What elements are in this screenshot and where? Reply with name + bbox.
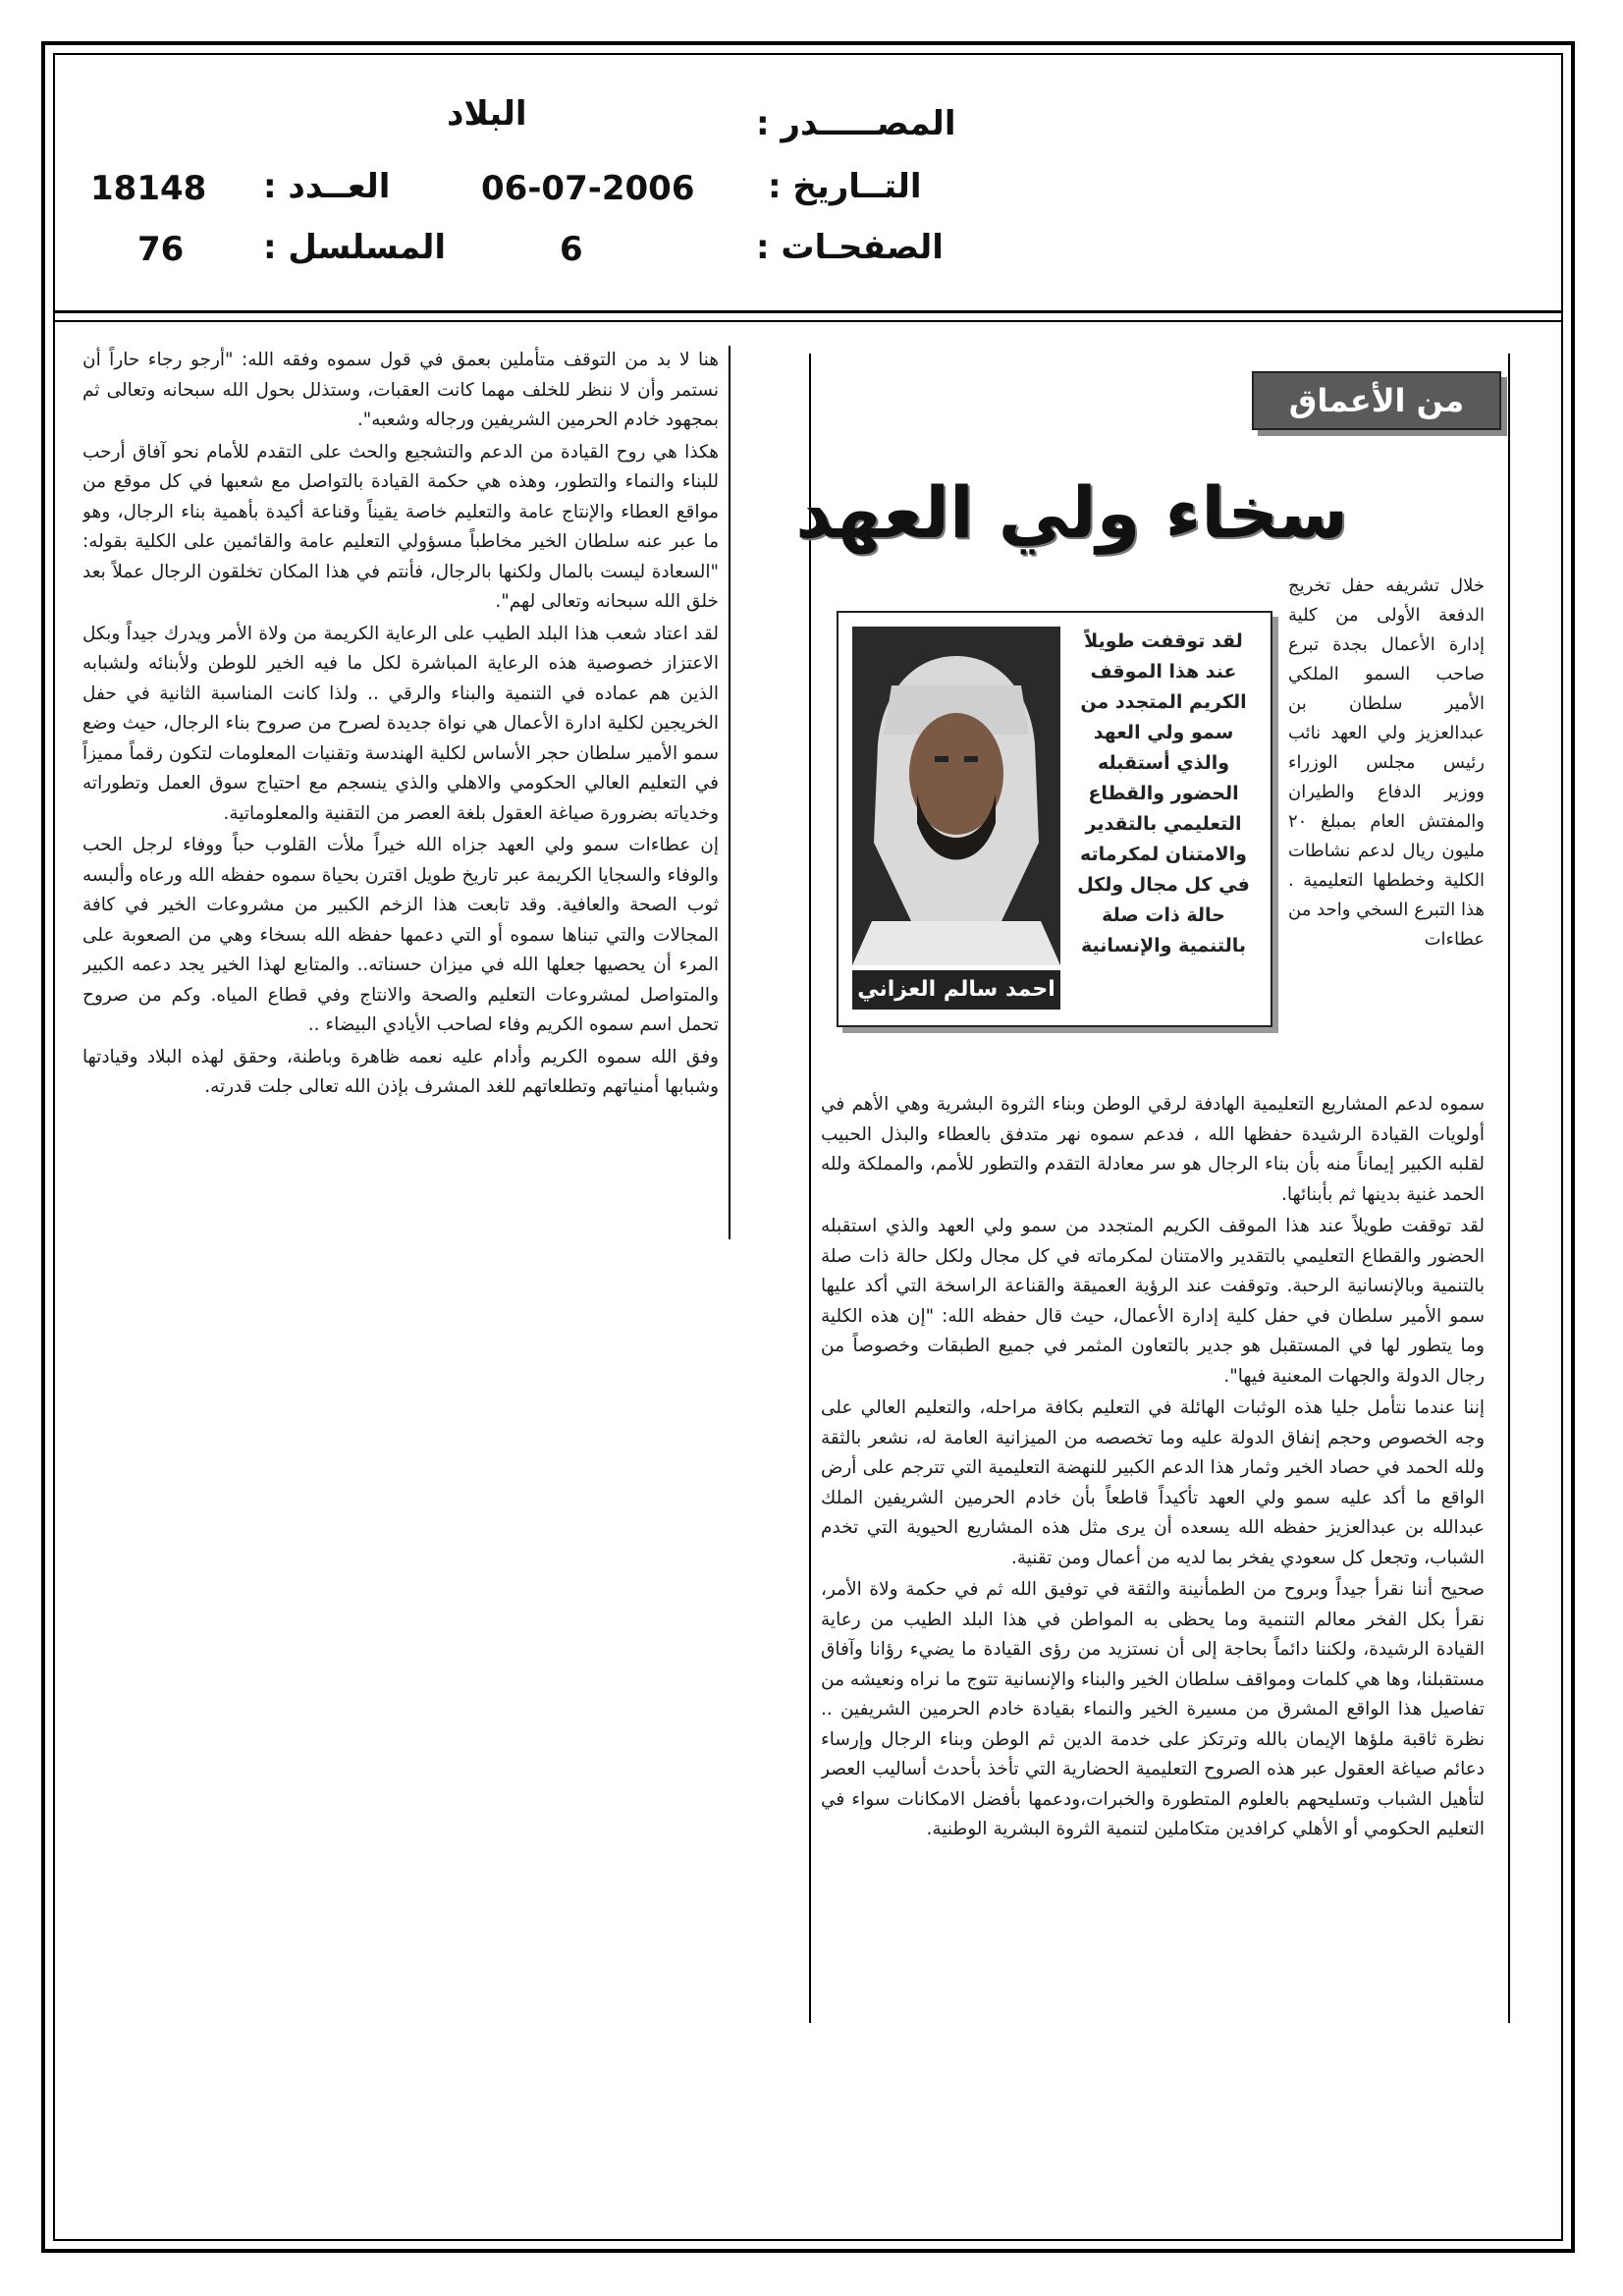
paragraph: إننا عندما نتأمل جليا هذه الوثبات الهائلة في التعليم بكافة مراحله، والتعليم العالي على وجه الخصوص وحجم إنفاق الدولة عليه وما تخصصه من الميزانية العامة له، نشعر بالثقة ولله الحمد في حصاد الخير وثمار هذا الدعم الكبير للنهضة التعليمية التي تترجم على أرض الواقع ما أكد عليه سمو ولي العهد تأكيداً قاطعاً بأن خادم الحرمين الشريفين الملك عبدالله بن عبدالعزيز حفظه الله يسعده أن يرى مثل هذه المشاريع الحيوية التي تخدم الشباب، وتجعل كل سعودي يفخر بما لديه من أعمال ومن تقنية. (821, 1397, 1485, 1568)
source-label: المصـــــدر : (756, 104, 956, 143)
header-divider (53, 310, 1563, 313)
pages-value: 6 (560, 230, 583, 269)
paragraph: سموه لدعم المشاريع التعليمية الهادفة لرقي الوطن وبناء الثروة البشرية وهي الأهم في أولويات القيادة الرشيدة حفظها الله ، فدعم سموه نهر متدفق بالعطاء والبذل الحبيب لقلبه الكبير إيماناً منه بأن بناء الرجال هو سر معادلة التقدم والتطور للأمم، والمملكة ولله الحمد غنية بدينها ثم بأبنائها. (821, 1094, 1485, 1205)
issue-label: العــدد : (263, 167, 391, 206)
pull-quote: لقد توقفت طويلاً عند هذا الموقف الكريم المتجدد من سمو ولي العهد والذي أستقبله الحضور والقطاع التعليمي بالتقدير والامتنان لمكرماته في كل مجال ولكل حالة ذات صلة بالتنمية والإنسانية (1077, 630, 1250, 957)
paragraph: لقد توقفت طويلاً عند هذا الموقف الكريم المتجدد من سمو ولي العهد والذي استقبله الحضور والقطاع التعليمي بالتقدير والامتنان لمكرماته في كل مجال ولكل حالة ذات صلة بالتنمية وبالإنسانية الرحبة. وتوقفت عند الرؤية العميقة والقناعة الراسخة التي أكد عليها سمو الأمير سلطان في حفل كلية إدارة الأعمال، حيث قال حفظه الله: "إن هذه الكلية وما يتطور لها في المستقبل هو جدير بالتعاون المثمر في جميع الطبقات وخصوصاً من رجال الدولة والجهات المعنية فيها". (821, 1216, 1485, 1387)
section-tab: من الأعماق (1252, 371, 1501, 430)
article-title: سخاء ولي العهد (795, 471, 1348, 554)
date-value: 06-07-2006 (481, 169, 695, 208)
paragraph: هنا لا بد من التوقف متأملين بعمق في قول سموه وفقه الله: "أرجو رجاء حاراً أن نستمر وأن لا ننظر للخلف مهما كانت العقبات، وستذلل بحول الله سبحانه وتعالى ثم بمجهود خادم الحرمين الشريفين ورجاله وشعبه". (82, 350, 719, 430)
serial-value: 76 (137, 230, 185, 269)
paragraph: صحيح أننا نقرأ جيداً وبروح من الطمأنينة والثقة في توفيق الله ثم في حكمة ولاة الأمر، نقرأ بكل الفخر معالم التنمية وما يحظى به المواطن في هذا البلد الطيب من رعاية القيادة الرشيدة، ولكننا دائماً بحاجة إلى أن نستزيد من رؤى القيادة ما يضيء رؤانا وآفاق مستقبلنا، وها هي كلمات ومواقف سلطان الخير والبناء والإنسانية تتوج ما نراه ونعيشه من تفاصيل هذا الواقع المشرق من مسيرة الخير والنماء بقيادة خادم الحرمين الشريفين .. نظرة ثاقبة ملؤها الإيمان بالله وترتكز على خدمة الدين ثم الوطن وبناء الرجال وإرساء دعائم صياغة العقول عبر هذه الصروح التعليمية الحضارية التي تأخذ بأحدث أساليب العصر لتأهيل الشباب وتسليحهم بالعلوم المتطورة والخبرات،ودعمها بأفضل الامكانات سواء في التعليم الحكومي أو الأهلي كرافدين متكاملين لتنمية الثروة البشرية الوطنية. (821, 1579, 1485, 1839)
author-box (837, 611, 1272, 1027)
author-name: احمد سالم العزاني (852, 970, 1060, 1010)
serial-label: المسلسل : (263, 228, 447, 267)
paragraph: هكذا هي روح القيادة من الدعم والتشجيع والحث على التقدم للأمام نحو آفاق أرحب للبناء والنماء والتطور، وهذه هي حكمة القيادة بالتواصل مع شعبها في كل موقع من مواقع العطاء والإنتاج عامة والتعليم خاصة يقيناً وقناعة أكيدة بأهمية بناء الرجال، وهو ما عبر عنه سلطان الخير مخاطباً مسؤولي التعليم عامة والقائمين على الكلية بقوله: "السعادة ليست بالمال ولكنها بالرجال، فأنتم في هذا المكان تخلقون الرجال عملاً بعد خلق الله سبحانه وتعالى لهم". (82, 441, 719, 612)
continued-column (82, 346, 730, 1239)
paragraph: إن عطاءات سمو ولي العهد جزاه الله خيراً ملأت القلوب حباً ووفاء لرجل الحب والوفاء والسجايا الكريمة عبر تاريخ طويل اقترن بحياة سموه حفظه الله ورعاه وألبسه ثوب الصحة والعافية. وقد تابعت هذا الزخم الكبير من مشروعات الخير في كافة المجالات والتي تبناها سموه أو التي دعمها حفظه الله بسخاء وهي من الصعوبة على المرء أن يحصيها جعلها الله في ميزان حسناته.. والمتابع لهذا الخير يجد دعمه الكبير والمتواصل لمشروعات التعليم والصحة والانتاج وفي قطاع المياه. وكم من صروح تحمل اسم سموه الكريم وفاء لصاحب الأيادي البيضاء .. (82, 835, 719, 1035)
main-column (821, 1090, 1485, 1994)
pages-label: الصفحـات : (756, 228, 944, 267)
author-photo (852, 627, 1060, 965)
header-divider-thin (53, 320, 1563, 322)
date-label: التــاريخ : (768, 167, 922, 206)
issue-value: 18148 (90, 169, 207, 208)
paragraph: لقد اعتاد شعب هذا البلد الطيب على الرعاية الكريمة من ولاة الأمر ويدرك جيداً وبكل الاعتزاز خصوصية هذه الرعاية المباشرة لكل ما فيه الخير للوطن ولأبنائه ولشبابه الذين هم عماده في التنمية والبناء والرقي .. ولذا كانت المناسبة الثانية في حفل الخريجين لكلية ادارة الأعمال هي نواة جديدة لصرح من صروح بناء الرجال، حيث وضع سمو الأمير سلطان حجر الأساس لكلية الهندسة وتقنيات المعلومات لتكون رقماً مميزاً في التعليم العالي الحكومي والاهلي والذي ينسجم مع احتياج سوق العمل وتطوراته وخدياته بضرورة صياغة العقول بلغة العصر من التقنية والمعلوماتية. (82, 623, 719, 824)
paragraph: وفق الله سموه الكريم وأدام عليه نعمه ظاهرة وباطنة، وحقق لهذه البلاد وقيادتها وشبابها أمنياتهم وتطلعاتهم للغد المشرف بإذن الله تعالى جلت قدرته. (82, 1046, 719, 1097)
author-portrait-icon (852, 627, 1060, 965)
source-value: البلاد (447, 94, 527, 134)
intro-column: خلال تشريفه حفل تخريج الدفعة الأولى من كلية إدارة الأعمال بجدة تبرع صاحب السمو الملكي الأمير سلطان بن عبدالعزيز ولي العهد نائب رئيس مجلس الوزراء ووزير الدفاع والطيران والمفتش العام بمبلغ ٢٠ مليون ريال لدعم نشاطات الكلية وخططها التعليمية . هذا التبرع السخي واحد من عطاءات (1288, 575, 1485, 950)
